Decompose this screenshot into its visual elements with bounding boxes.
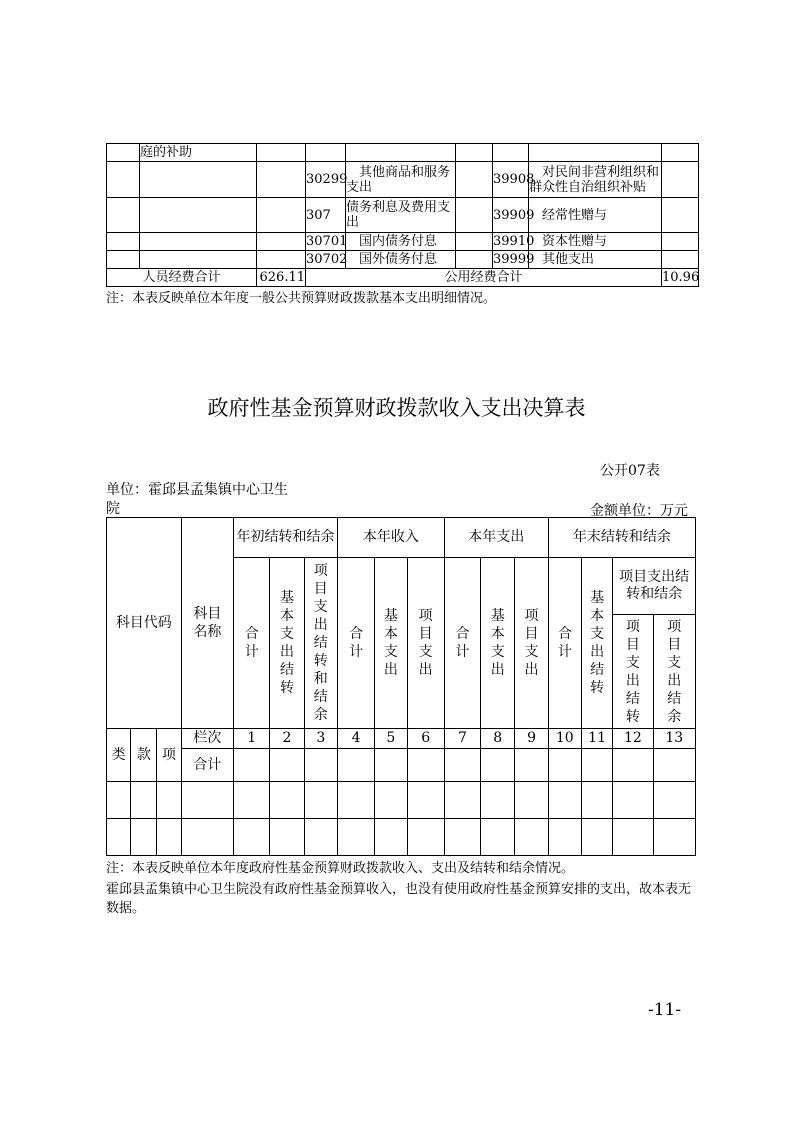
cell xyxy=(581,749,612,782)
cell xyxy=(131,782,157,819)
col-number: 5 xyxy=(375,729,407,749)
table-row-totals xyxy=(107,269,699,287)
col-number: 10 xyxy=(548,729,581,749)
cell: 债务利息及费用支出 xyxy=(346,198,456,233)
public-total-value: 10.96 xyxy=(662,270,700,285)
cell xyxy=(257,251,306,269)
cell xyxy=(444,819,480,856)
cell xyxy=(337,782,374,819)
header-text: 项目支出结转和结余 xyxy=(313,563,328,723)
cell: 307 xyxy=(306,198,346,233)
cell xyxy=(407,782,444,819)
cell xyxy=(481,749,515,782)
cell xyxy=(662,251,699,269)
header-end-project-group: 项目支出结转和结余 xyxy=(613,558,696,615)
cell xyxy=(140,162,257,198)
cell xyxy=(581,819,612,856)
col-number: 7 xyxy=(444,729,480,749)
header-end-project-surplus xyxy=(653,615,695,729)
government-fund-table xyxy=(106,517,696,856)
cell xyxy=(515,782,548,819)
cell: 39999 xyxy=(493,252,535,267)
cell xyxy=(662,198,699,233)
col-number: 6 xyxy=(407,729,444,749)
header-subject-name xyxy=(181,518,233,729)
cell xyxy=(548,819,581,856)
table-row xyxy=(107,782,696,819)
cell xyxy=(548,749,581,782)
cell xyxy=(375,782,407,819)
header-text: 合计 xyxy=(557,626,572,660)
cell xyxy=(662,233,699,251)
cell xyxy=(653,782,695,819)
cell xyxy=(107,233,140,251)
header-end-basic xyxy=(581,558,612,729)
cell xyxy=(444,749,480,782)
col-number: 1 xyxy=(234,729,270,749)
cell xyxy=(613,782,653,819)
cell: 30702 xyxy=(306,252,348,267)
cell xyxy=(270,819,304,856)
cell xyxy=(304,782,337,819)
cell: 30701 xyxy=(306,234,348,249)
cell xyxy=(493,144,529,162)
cell xyxy=(515,749,548,782)
table-row xyxy=(107,233,699,251)
table-row xyxy=(107,144,699,162)
header-end-total xyxy=(548,558,581,729)
cell: 其他商品和服务支出 xyxy=(346,162,456,198)
cell xyxy=(257,144,306,162)
header-text: 基本支出 xyxy=(490,608,505,678)
col-number: 11 xyxy=(581,729,612,749)
cell: 39908 xyxy=(493,162,529,198)
cell xyxy=(613,819,653,856)
amount-unit: 金额单位：万元 xyxy=(590,503,688,519)
cell: 国内债务付息 xyxy=(346,233,456,251)
cell xyxy=(515,819,548,856)
table-note: 注：本表反映单位本年度政府性基金预算财政拨款收入、支出及结转和结余情况。 xyxy=(106,861,575,876)
cell xyxy=(234,782,270,819)
table-row xyxy=(107,162,699,198)
personnel-total-label: 人员经费合计 xyxy=(107,269,257,287)
header-begin-basic xyxy=(270,558,304,729)
header-text: 基本支出结转 xyxy=(280,590,294,696)
cell: 其他支出 xyxy=(529,251,662,269)
cell: 经常性赠与 xyxy=(529,198,662,233)
header-text: 项目支出结转 xyxy=(625,618,640,725)
cell xyxy=(548,782,581,819)
header-text: 合计 xyxy=(455,626,470,660)
header-xiang: 项 xyxy=(157,729,181,782)
header-text: 项目支出结余 xyxy=(667,618,682,725)
header-subject-code: 科目代码 xyxy=(107,518,182,729)
table-row xyxy=(107,251,699,269)
cell xyxy=(270,782,304,819)
cell: 30299 xyxy=(306,162,346,198)
cell xyxy=(337,819,374,856)
header-text: 合计 xyxy=(244,626,259,660)
header-text: 项目支出 xyxy=(418,608,433,678)
cell xyxy=(456,251,493,269)
cell xyxy=(140,233,257,251)
cell xyxy=(257,233,306,251)
header-begin-total xyxy=(234,558,270,729)
col-number: 8 xyxy=(481,729,515,749)
cell xyxy=(653,819,695,856)
cell xyxy=(107,162,140,198)
unit-label: 单位：霍邱县孟集镇中心卫生院 xyxy=(106,482,288,517)
cell xyxy=(140,251,257,269)
cell xyxy=(131,819,157,856)
table-note: 注：本表反映单位本年度一般公共预算财政拨款基本支出明细情况。 xyxy=(106,291,497,306)
header-income-basic xyxy=(375,558,407,729)
row-index-label: 栏次 xyxy=(181,729,233,749)
table-row xyxy=(107,819,696,856)
cell xyxy=(529,144,662,162)
cell: 对民间非营利组织和群众性自治组织补贴 xyxy=(529,162,662,198)
cell xyxy=(581,782,612,819)
cell xyxy=(456,162,493,198)
header-row xyxy=(107,518,696,558)
cell: 国外债务付息 xyxy=(346,251,456,269)
cell xyxy=(346,144,456,162)
col-number: 13 xyxy=(653,729,695,749)
cell xyxy=(304,819,337,856)
header-expense-total xyxy=(444,558,480,729)
header-end: 年末结转和结余 xyxy=(548,518,695,558)
cell xyxy=(407,749,444,782)
form-number: 公开07表 xyxy=(600,463,660,479)
header-expense-basic xyxy=(481,558,515,729)
total-row xyxy=(107,749,696,782)
col-number: 2 xyxy=(270,729,304,749)
cell xyxy=(304,749,337,782)
cell: 庭的补助 xyxy=(140,144,257,162)
cell xyxy=(257,162,306,198)
table-row xyxy=(107,198,699,233)
page-number: -11- xyxy=(648,1000,682,1020)
col-number: 3 xyxy=(304,729,337,749)
cell xyxy=(181,819,233,856)
cell xyxy=(481,819,515,856)
header-text: 基本支出结转 xyxy=(590,590,605,696)
header-text: 基本支出 xyxy=(383,608,398,678)
cell xyxy=(662,162,699,198)
cell xyxy=(662,144,699,162)
header-text: 项目支出 xyxy=(524,608,539,678)
index-row xyxy=(107,729,696,749)
header-begin: 年初结转和结余 xyxy=(234,518,338,558)
cell xyxy=(234,819,270,856)
cell xyxy=(613,749,653,782)
cell xyxy=(375,749,407,782)
cell xyxy=(481,782,515,819)
header-subject-name-text: 科目名称 xyxy=(193,606,222,640)
cell xyxy=(107,198,140,233)
header-income-project xyxy=(407,558,444,729)
header-kuan: 款 xyxy=(131,729,157,782)
cell xyxy=(107,144,140,162)
header-end-project-carry xyxy=(613,615,653,729)
cell xyxy=(270,749,304,782)
cell xyxy=(234,749,270,782)
cell: 资本性赠与 xyxy=(529,233,662,251)
cell xyxy=(157,819,181,856)
basic-expenditure-detail-table xyxy=(106,143,699,287)
cell: 39910 xyxy=(493,234,535,249)
cell xyxy=(456,233,493,251)
cell xyxy=(337,749,374,782)
cell xyxy=(157,782,181,819)
cell xyxy=(107,251,140,269)
header-income-total xyxy=(337,558,374,729)
header-lei: 类 xyxy=(107,729,131,782)
cell xyxy=(107,782,131,819)
header-text: 合计 xyxy=(349,626,364,660)
cell xyxy=(107,819,131,856)
col-number: 4 xyxy=(337,729,374,749)
cell xyxy=(444,782,480,819)
header-expense-project xyxy=(515,558,548,729)
cell xyxy=(181,782,233,819)
cell xyxy=(140,198,257,233)
personnel-total-value: 626.11 xyxy=(257,269,306,287)
header-expense: 本年支出 xyxy=(444,518,548,558)
col-number: 9 xyxy=(515,729,548,749)
page-title: 政府性基金预算财政拨款收入支出决算表 xyxy=(207,396,586,420)
col-number: 12 xyxy=(613,729,653,749)
cell xyxy=(653,749,695,782)
cell xyxy=(257,198,306,233)
cell xyxy=(407,819,444,856)
explanation-note: 霍邱县孟集镇中心卫生院没有政府性基金预算收入，也没有使用政府性基金预算安排的支出，故本表无数据。 xyxy=(106,882,692,916)
cell: 39909 xyxy=(493,198,529,233)
public-total-label: 公用经费合计 xyxy=(306,269,662,287)
cell xyxy=(375,819,407,856)
total-row-label: 合计 xyxy=(181,749,233,782)
cell xyxy=(306,144,346,162)
cell xyxy=(456,144,493,162)
cell xyxy=(456,198,493,233)
header-income: 本年收入 xyxy=(337,518,444,558)
header-begin-project xyxy=(304,558,337,729)
